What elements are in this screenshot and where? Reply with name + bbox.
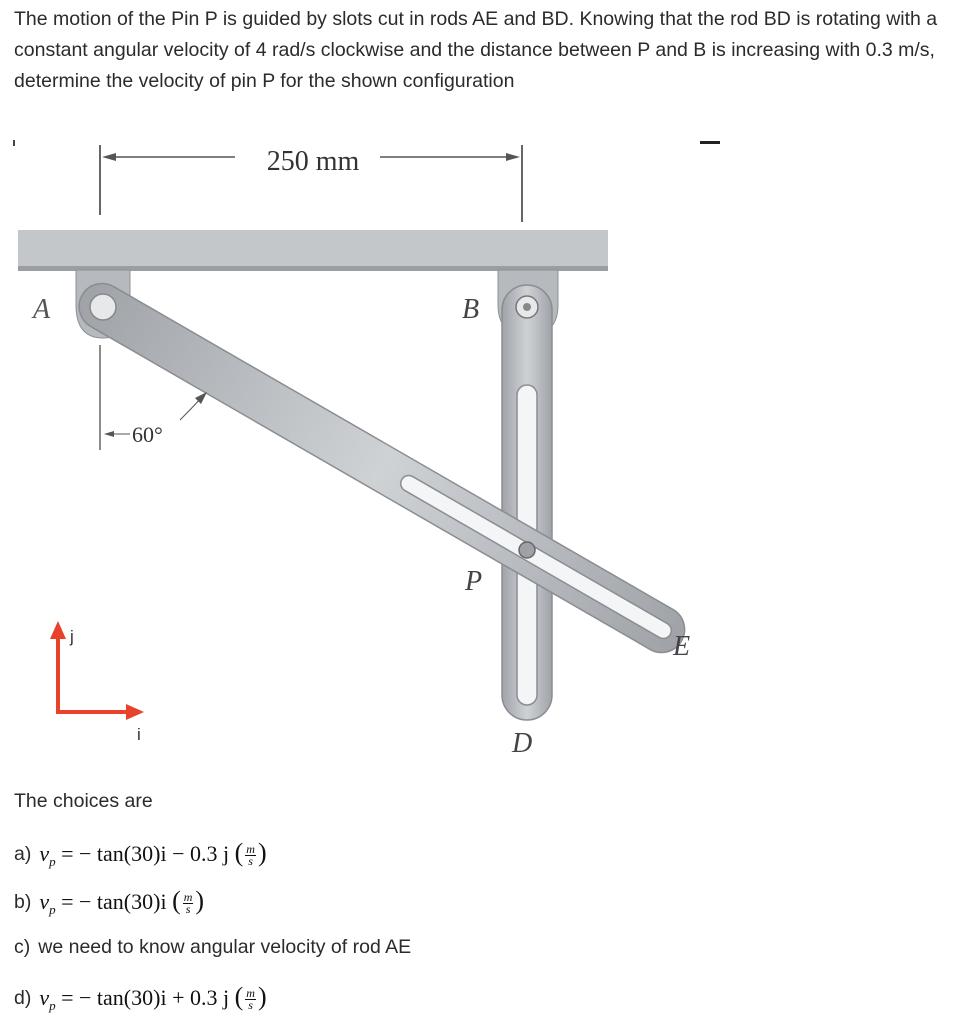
choice-d[interactable] <box>14 982 267 1014</box>
choices-heading: The choices are <box>14 790 153 812</box>
ceiling <box>18 230 608 270</box>
velocity-subscript: p <box>49 902 56 917</box>
unit-fraction: $\frac{m}{s}$ <box>246 842 255 869</box>
choice-d-label: d) <box>14 986 32 1009</box>
choice-d-rhs: = − tan(30)i + 0.3 j <box>61 985 230 1010</box>
velocity-subscript: p <box>49 998 56 1013</box>
choice-a-rhs: = − tan(30)i − 0.3 j <box>61 841 230 866</box>
choice-c-label: c) <box>14 936 31 958</box>
choice-b-label: b) <box>14 890 32 913</box>
choice-b[interactable] <box>14 886 204 918</box>
axis-label-j: j <box>70 627 74 646</box>
velocity-subscript: p <box>49 854 56 869</box>
label-a: A <box>33 294 51 325</box>
mechanism-diagram <box>0 120 968 780</box>
mechanism-figure <box>0 120 968 780</box>
dimension-label: 250 mm <box>266 146 360 177</box>
unit-fraction: $\frac{m}{s}$ <box>246 986 255 1013</box>
angle-label: 60° <box>132 422 163 447</box>
rod-bd <box>502 285 552 720</box>
label-e: E <box>673 631 691 662</box>
label-b: B <box>462 294 480 325</box>
label-p: P <box>465 566 483 597</box>
velocity-symbol: v <box>39 985 50 1010</box>
choice-b-formula: $v_p$ = − tan(30)i ( $\frac{m}{s}$ ) <box>39 886 205 917</box>
stray-mark <box>13 140 15 146</box>
choice-a-label: a) <box>14 842 32 865</box>
rod-ae <box>71 275 693 661</box>
choice-c[interactable] <box>14 936 411 959</box>
choice-b-rhs: = − tan(30)i <box>61 889 167 914</box>
label-d: D <box>512 728 533 759</box>
axis-label-i: i <box>137 725 141 744</box>
problem-text: The motion of the Pin P is guided by slots cut in rods AE and BD. Knowing that the rod BD is rotating with a constant angular velocity of 4 rad/s clockwise and the distance between P and B is increasing with 0.3 m/s, determine the velocity of pin P for the shown configuration <box>14 8 938 92</box>
choice-a-formula: $v_p$ = − tan(30)i − 0.3 j ( $\frac{m}{s}$ ) <box>39 838 267 869</box>
velocity-symbol: v <box>39 889 50 914</box>
problem-statement <box>14 4 954 97</box>
velocity-symbol: v <box>39 841 50 866</box>
pin-p <box>519 542 535 558</box>
pin-a <box>90 294 116 320</box>
axes-indicator <box>50 621 144 720</box>
choice-c-text: we need to know angular velocity of rod AE <box>38 936 412 958</box>
choice-a[interactable] <box>14 838 267 870</box>
pin-b-center <box>523 303 531 311</box>
unit-fraction: $\frac{m}{s}$ <box>183 890 193 917</box>
stray-mark <box>700 141 720 144</box>
choice-d-formula: $v_p$ = − tan(30)i + 0.3 j ( $\frac{m}{s}$ ) <box>39 982 267 1013</box>
